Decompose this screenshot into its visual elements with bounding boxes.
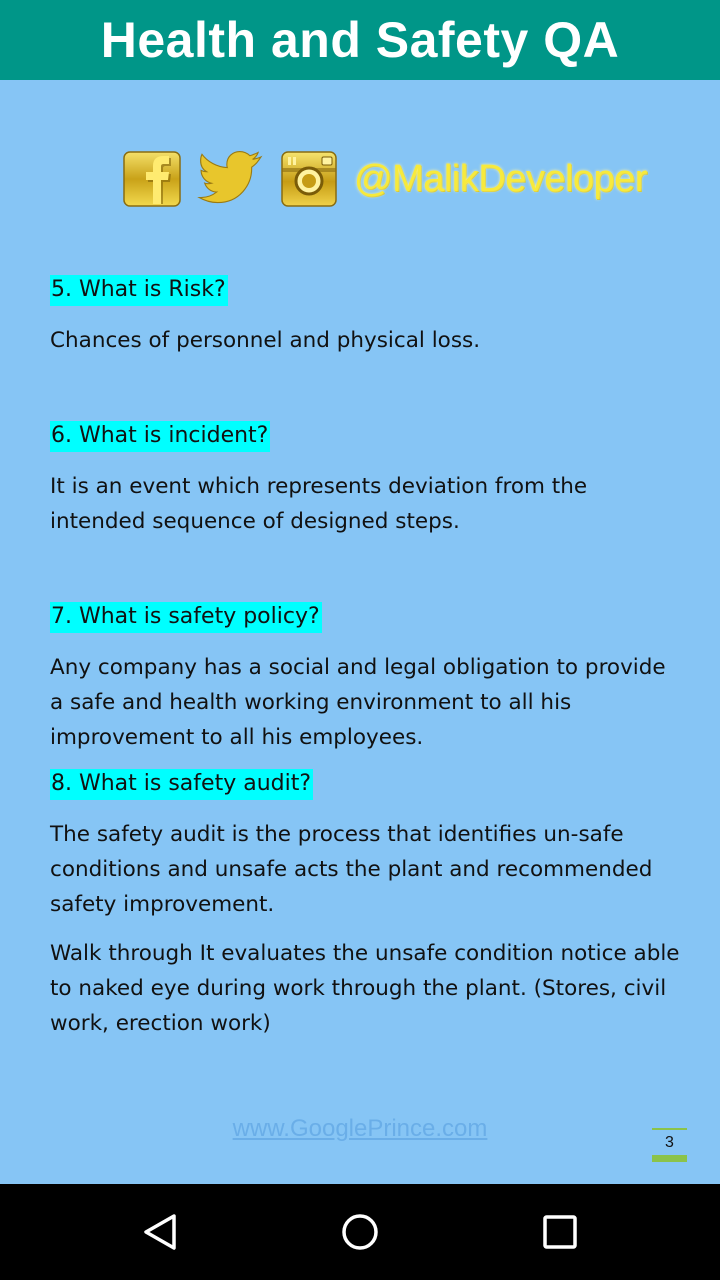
instagram-icon[interactable] <box>280 150 338 208</box>
question-label: 7. What is safety policy? <box>50 602 322 633</box>
recents-icon[interactable] <box>536 1208 584 1256</box>
social-bar <box>122 150 647 208</box>
page-content[interactable] <box>0 80 720 1184</box>
qa-item <box>50 421 680 539</box>
qa-item <box>50 769 680 1041</box>
twitter-icon[interactable] <box>196 150 266 208</box>
page-number: 3 <box>652 1128 687 1162</box>
facebook-icon[interactable] <box>122 150 182 208</box>
qa-item <box>50 275 680 358</box>
answer-text: It is an event which represents deviation from the intended sequence of designed steps. <box>50 474 588 534</box>
app-bar <box>0 0 720 80</box>
system-nav-bar <box>0 1184 720 1280</box>
question-label: 5. What is Risk? <box>50 275 228 306</box>
answer-text: Walk through It evaluates the unsafe condition notice able to naked eye during work through the plant. (Stores, civil work, erection work) <box>50 941 680 1036</box>
question-label: 8. What is safety audit? <box>50 769 313 800</box>
question-label: 6. What is incident? <box>50 421 270 452</box>
back-icon[interactable] <box>136 1208 184 1256</box>
answer-text: The safety audit is the process that identifies un-safe conditions and unsafe acts the plant and recommended safety improvement. <box>50 822 653 917</box>
answer-text: Chances of personnel and physical loss. <box>50 328 481 353</box>
answer-text: Any company has a social and legal obligation to provide a safe and health working environment to all his improvement to all his employees. <box>50 655 666 750</box>
home-icon[interactable] <box>336 1208 384 1256</box>
developer-handle: @MalikDeveloper <box>354 157 647 200</box>
website-link[interactable]: www.GooglePrince.com <box>232 1115 488 1142</box>
app-title: Health and Safety QA <box>100 12 620 68</box>
qa-item <box>50 602 680 755</box>
